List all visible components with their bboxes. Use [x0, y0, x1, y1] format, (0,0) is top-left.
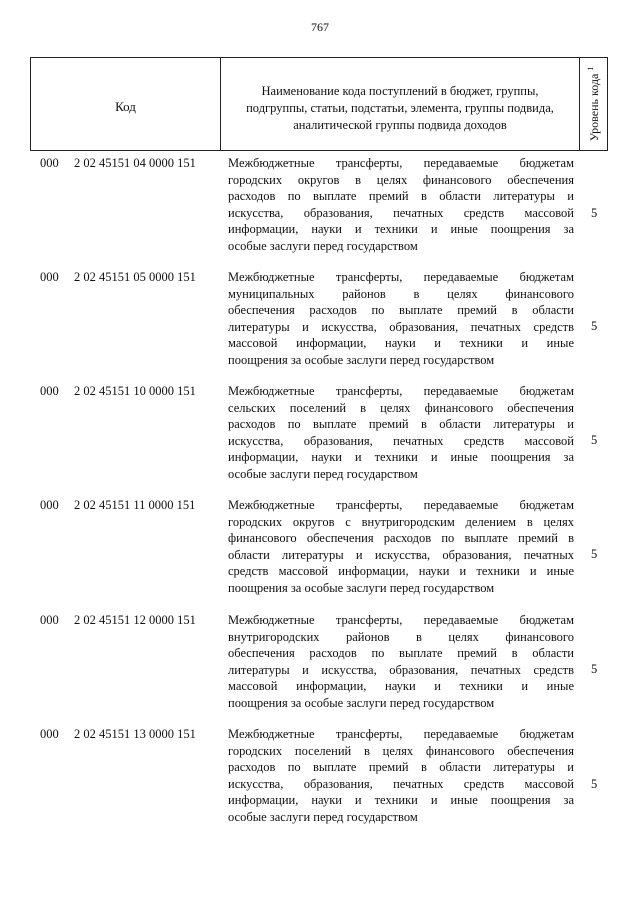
budget-code: 2 02 45151 05 0000 151 — [74, 270, 196, 284]
budget-code: 2 02 45151 04 0000 151 — [74, 156, 196, 170]
budget-code: 2 02 45151 12 0000 151 — [74, 613, 196, 627]
budget-code: 2 02 45151 10 0000 151 — [74, 384, 196, 398]
description-line: расходов по выплате премий в области литературы и — [228, 189, 574, 203]
description-line: Межбюджетные трансферты, передаваемые бюджетам — [228, 156, 574, 170]
description-line: обеспечения расходов по выплате премий в области — [228, 303, 574, 317]
description-line: городских округов в целях финансового обеспечения — [228, 172, 574, 187]
admin-code: 000 — [40, 384, 59, 398]
description-line: особые заслуги перед государством — [228, 809, 418, 824]
budget-code: 2 02 45151 11 0000 151 — [74, 498, 196, 512]
description-line: Межбюджетные трансферты, передаваемые бюджетам — [228, 270, 574, 284]
header-level-footnote: 1 — [585, 66, 595, 71]
row-description — [228, 269, 574, 368]
description-line: информации, науки и техники и иные поощрения за — [228, 793, 574, 807]
description-line: Межбюджетные трансферты, передаваемые бюджетам — [228, 727, 574, 741]
description-line: внутригородских районов в целях финансового — [228, 629, 574, 644]
description-line: поощрения за особые заслуги перед государством — [228, 352, 495, 367]
header-level — [580, 58, 607, 150]
description-line: искусства, образования, печатных средств массовой — [228, 776, 574, 791]
level-value: 5 — [591, 547, 598, 561]
description-line: расходов по выплате премий в области литературы и — [228, 760, 574, 774]
row-description — [228, 726, 574, 825]
level-value: 5 — [591, 206, 598, 220]
admin-code: 000 — [40, 498, 59, 512]
budget-code: 2 02 45151 13 0000 151 — [74, 727, 196, 741]
admin-code: 000 — [40, 613, 59, 627]
header-name-line: Наименование кода поступлений в бюджет, группы, — [261, 83, 539, 98]
description-line: информации, науки и техники и иные поощрения за — [228, 450, 574, 464]
header-code: Код — [31, 58, 221, 150]
description-line: Межбюджетные трансферты, передаваемые бюджетам — [228, 498, 574, 512]
description-line: городских поселений в целях финансового обеспечения — [228, 743, 574, 758]
description-line: Межбюджетные трансферты, передаваемые бюджетам — [228, 384, 574, 398]
row-description — [228, 497, 574, 596]
description-line: обеспечения расходов по выплате премий в области — [228, 646, 574, 660]
admin-code: 000 — [40, 156, 59, 170]
description-line: сельских поселений в целях финансового обеспечения — [228, 400, 574, 415]
description-line: особые заслуги перед государством — [228, 466, 418, 481]
description-line: поощрения за особые заслуги перед государством — [228, 695, 495, 710]
description-line: поощрения за особые заслуги перед государством — [228, 580, 495, 595]
admin-code: 000 — [40, 270, 59, 284]
description-line: муниципальных районов в целях финансового — [228, 286, 574, 301]
header-name-line: подгруппы, статьи, подстатьи, элемента, группы подвида, — [246, 100, 554, 115]
level-value: 5 — [591, 319, 598, 333]
header-name — [221, 58, 580, 150]
description-line: особые заслуги перед государством — [228, 238, 418, 253]
description-line: информации, науки и техники и иные поощрения за — [228, 222, 574, 236]
description-line: литературы и искусства, образования, печатных средств — [228, 319, 574, 334]
description-line: области литературы и искусства, образования, печатных — [228, 547, 574, 562]
header-level-label: Уровень кода — [586, 73, 601, 142]
header-name-line: аналитической группы подвида доходов — [293, 117, 507, 132]
admin-code: 000 — [40, 727, 59, 741]
description-line: массовой информации, науки и техники и иные — [228, 336, 574, 350]
row-description — [228, 155, 574, 254]
page-number: 767 — [311, 20, 329, 34]
description-line: финансового обеспечения расходов по выплате премий в — [228, 531, 574, 545]
description-line: литературы и искусства, образования, печатных средств — [228, 662, 574, 677]
table-header — [30, 57, 608, 151]
row-description — [228, 383, 574, 482]
description-line: городских округов с внутригородским делением в целях — [228, 514, 574, 529]
level-value: 5 — [591, 777, 598, 791]
description-line: массовой информации, науки и техники и иные — [228, 679, 574, 693]
description-line: средств массовой информации, науки и техники и иные — [228, 564, 574, 578]
description-line: расходов по выплате премий в области литературы и — [228, 417, 574, 431]
description-line: искусства, образования, печатных средств массовой — [228, 205, 574, 220]
level-value: 5 — [591, 433, 598, 447]
row-description — [228, 612, 574, 711]
level-value: 5 — [591, 662, 598, 676]
description-line: искусства, образования, печатных средств массовой — [228, 433, 574, 448]
description-line: Межбюджетные трансферты, передаваемые бюджетам — [228, 613, 574, 627]
